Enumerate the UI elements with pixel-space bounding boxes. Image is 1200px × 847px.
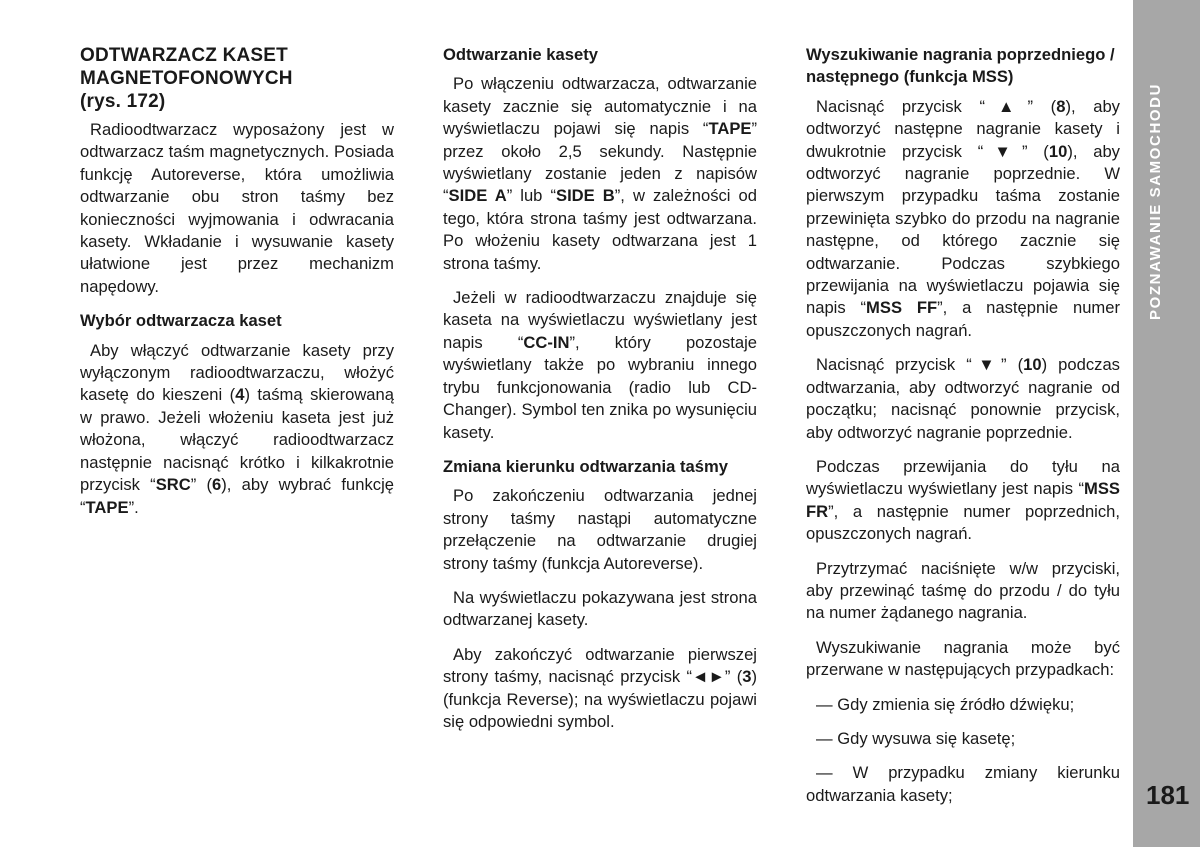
column-2 bbox=[443, 44, 757, 745]
heading-cassette-playback: Odtwarzanie kasety bbox=[443, 45, 598, 64]
paragraph-cc-in: Jeżeli w radioodtwarzaczu znajduje się kaseta na wyświetlaczu wyświetlany jest napis “CC-IN”, który pozostaje wyświetlany także po wybraniu innego trybu funkcjonowania (radio lub CD-Changer). Symbol ten znika po wysunięciu kasety. bbox=[443, 288, 757, 442]
list-item: — W przypadku zmiany kierunku odtwarzania kasety; bbox=[806, 763, 1120, 805]
paragraph-search-interruption: Wyszukiwanie nagrania może być przerwane w następujących przypadkach: bbox=[806, 637, 1120, 680]
paragraph-side-display: Na wyświetlaczu pokazywana jest strona odtwarzanej kasety. bbox=[443, 587, 757, 630]
column-1 bbox=[80, 44, 394, 531]
list-item: — Gdy wysuwa się kasetę; bbox=[816, 728, 1016, 748]
paragraph-mss-restart: Nacisnąć przycisk “▼” (10) podczas odtwarzania, aby odtworzyć nagranie od początku; nacisnąć ponownie przycisk, aby odtworzyć nagranie poprzednie. bbox=[806, 355, 1120, 442]
column-3 bbox=[806, 44, 1120, 819]
paragraph-reverse-function: Aby zakończyć odtwarzanie pierwszej strony taśmy, nacisnąć przycisk “◄►” (3) (funkcja Reverse); na wyświetlaczu pojawi się odpowiedni symbol. bbox=[443, 644, 757, 731]
list-item: — Gdy zmienia się źródło dźwięku; bbox=[816, 694, 1075, 714]
paragraph-hold-buttons: Przytrzymać naciśnięte w/w przyciski, aby przewinąć taśmę do przodu / do tyłu na numer żądanego nagrania. bbox=[806, 558, 1120, 623]
paragraph-mss-next-previous: Nacisnąć przycisk “▲” (8), aby odtworzyć następne nagranie kasety i dwukrotnie przycisk “▼” (10), aby odtworzyć nagranie poprzednie. W pierwszym przypadku taśma zostanie przewinięta szybko do przodu na nagranie następne, od którego zacznie się odtwarzanie. Podczas szybkiego przewijania na wyświetlaczu pojawia się napis “MSS FF”, a następnie numer opuszczonych nagrań. bbox=[806, 96, 1121, 340]
section-title bbox=[80, 44, 394, 113]
heading-mss-search: Wyszukiwanie nagrania poprzedniego / następnego (funkcja MSS) bbox=[806, 45, 1115, 87]
paragraph-playback-start: Po włączeniu odtwarzacza, odtwarzanie kasety zacznie się automatycznie i na wyświetlaczu pojawi się napis “TAPE” przez około 2,5 sekundy. Następnie wyświetlany zostanie jeden z napisów “SIDE A” lub “SIDE B”, w zależności od tego, która strona taśmy jest odtwarzana. Po włożeniu kasety odtwarzana jest 1 strona taśmy. bbox=[443, 74, 757, 273]
title-line-1: ODTWARZACZ KASET bbox=[80, 45, 288, 66]
paragraph-cassette-selection: Aby włączyć odtwarzanie kasety przy wyłączonym radioodtwarzaczu, włożyć kasetę do kieszeni (4) taśmą skierowaną w prawo. Jeżeli włożeniu kaseta jest już włożona, włączyć radioodtwarzacz następnie nacisnąć krótko i kilkakrotnie przycisk “SRC” (6), aby wybrać funkcję “TAPE”. bbox=[80, 340, 394, 517]
page-number: 181 bbox=[1146, 780, 1190, 810]
heading-direction-change: Zmiana kierunku odtwarzania taśmy bbox=[443, 456, 728, 476]
title-line-3: (rys. 172) bbox=[80, 91, 166, 112]
paragraph-mss-rewind: Podczas przewijania do tyłu na wyświetlaczu wyświetlany jest napis “MSS FR”, a następnie numer poprzednich, opuszczonych nagrań. bbox=[806, 456, 1120, 544]
heading-cassette-player-selection: Wybór odtwarzacza kaset bbox=[80, 311, 282, 331]
chapter-sidebar bbox=[1133, 0, 1200, 847]
intro-paragraph: Radioodtwarzacz wyposażony jest w odtwarzacz taśm magnetycznych. Posiada funkcję Autoreverse, która umożliwia odtwarzanie obu stron taśmy bez konieczności wyjmowania i odwracania kasety. Wkładanie i wysuwanie kasety ułatwione jest przez mechanizm napędowy. bbox=[80, 120, 394, 296]
title-line-2: MAGNETOFONOWYCH bbox=[80, 68, 293, 89]
paragraph-autoreverse: Po zakończeniu odtwarzania jednej strony taśmy nastąpi automatyczne przełączenie na odtwarzanie drugiej strony taśmy (funkcja Autoreverse). bbox=[443, 486, 757, 573]
